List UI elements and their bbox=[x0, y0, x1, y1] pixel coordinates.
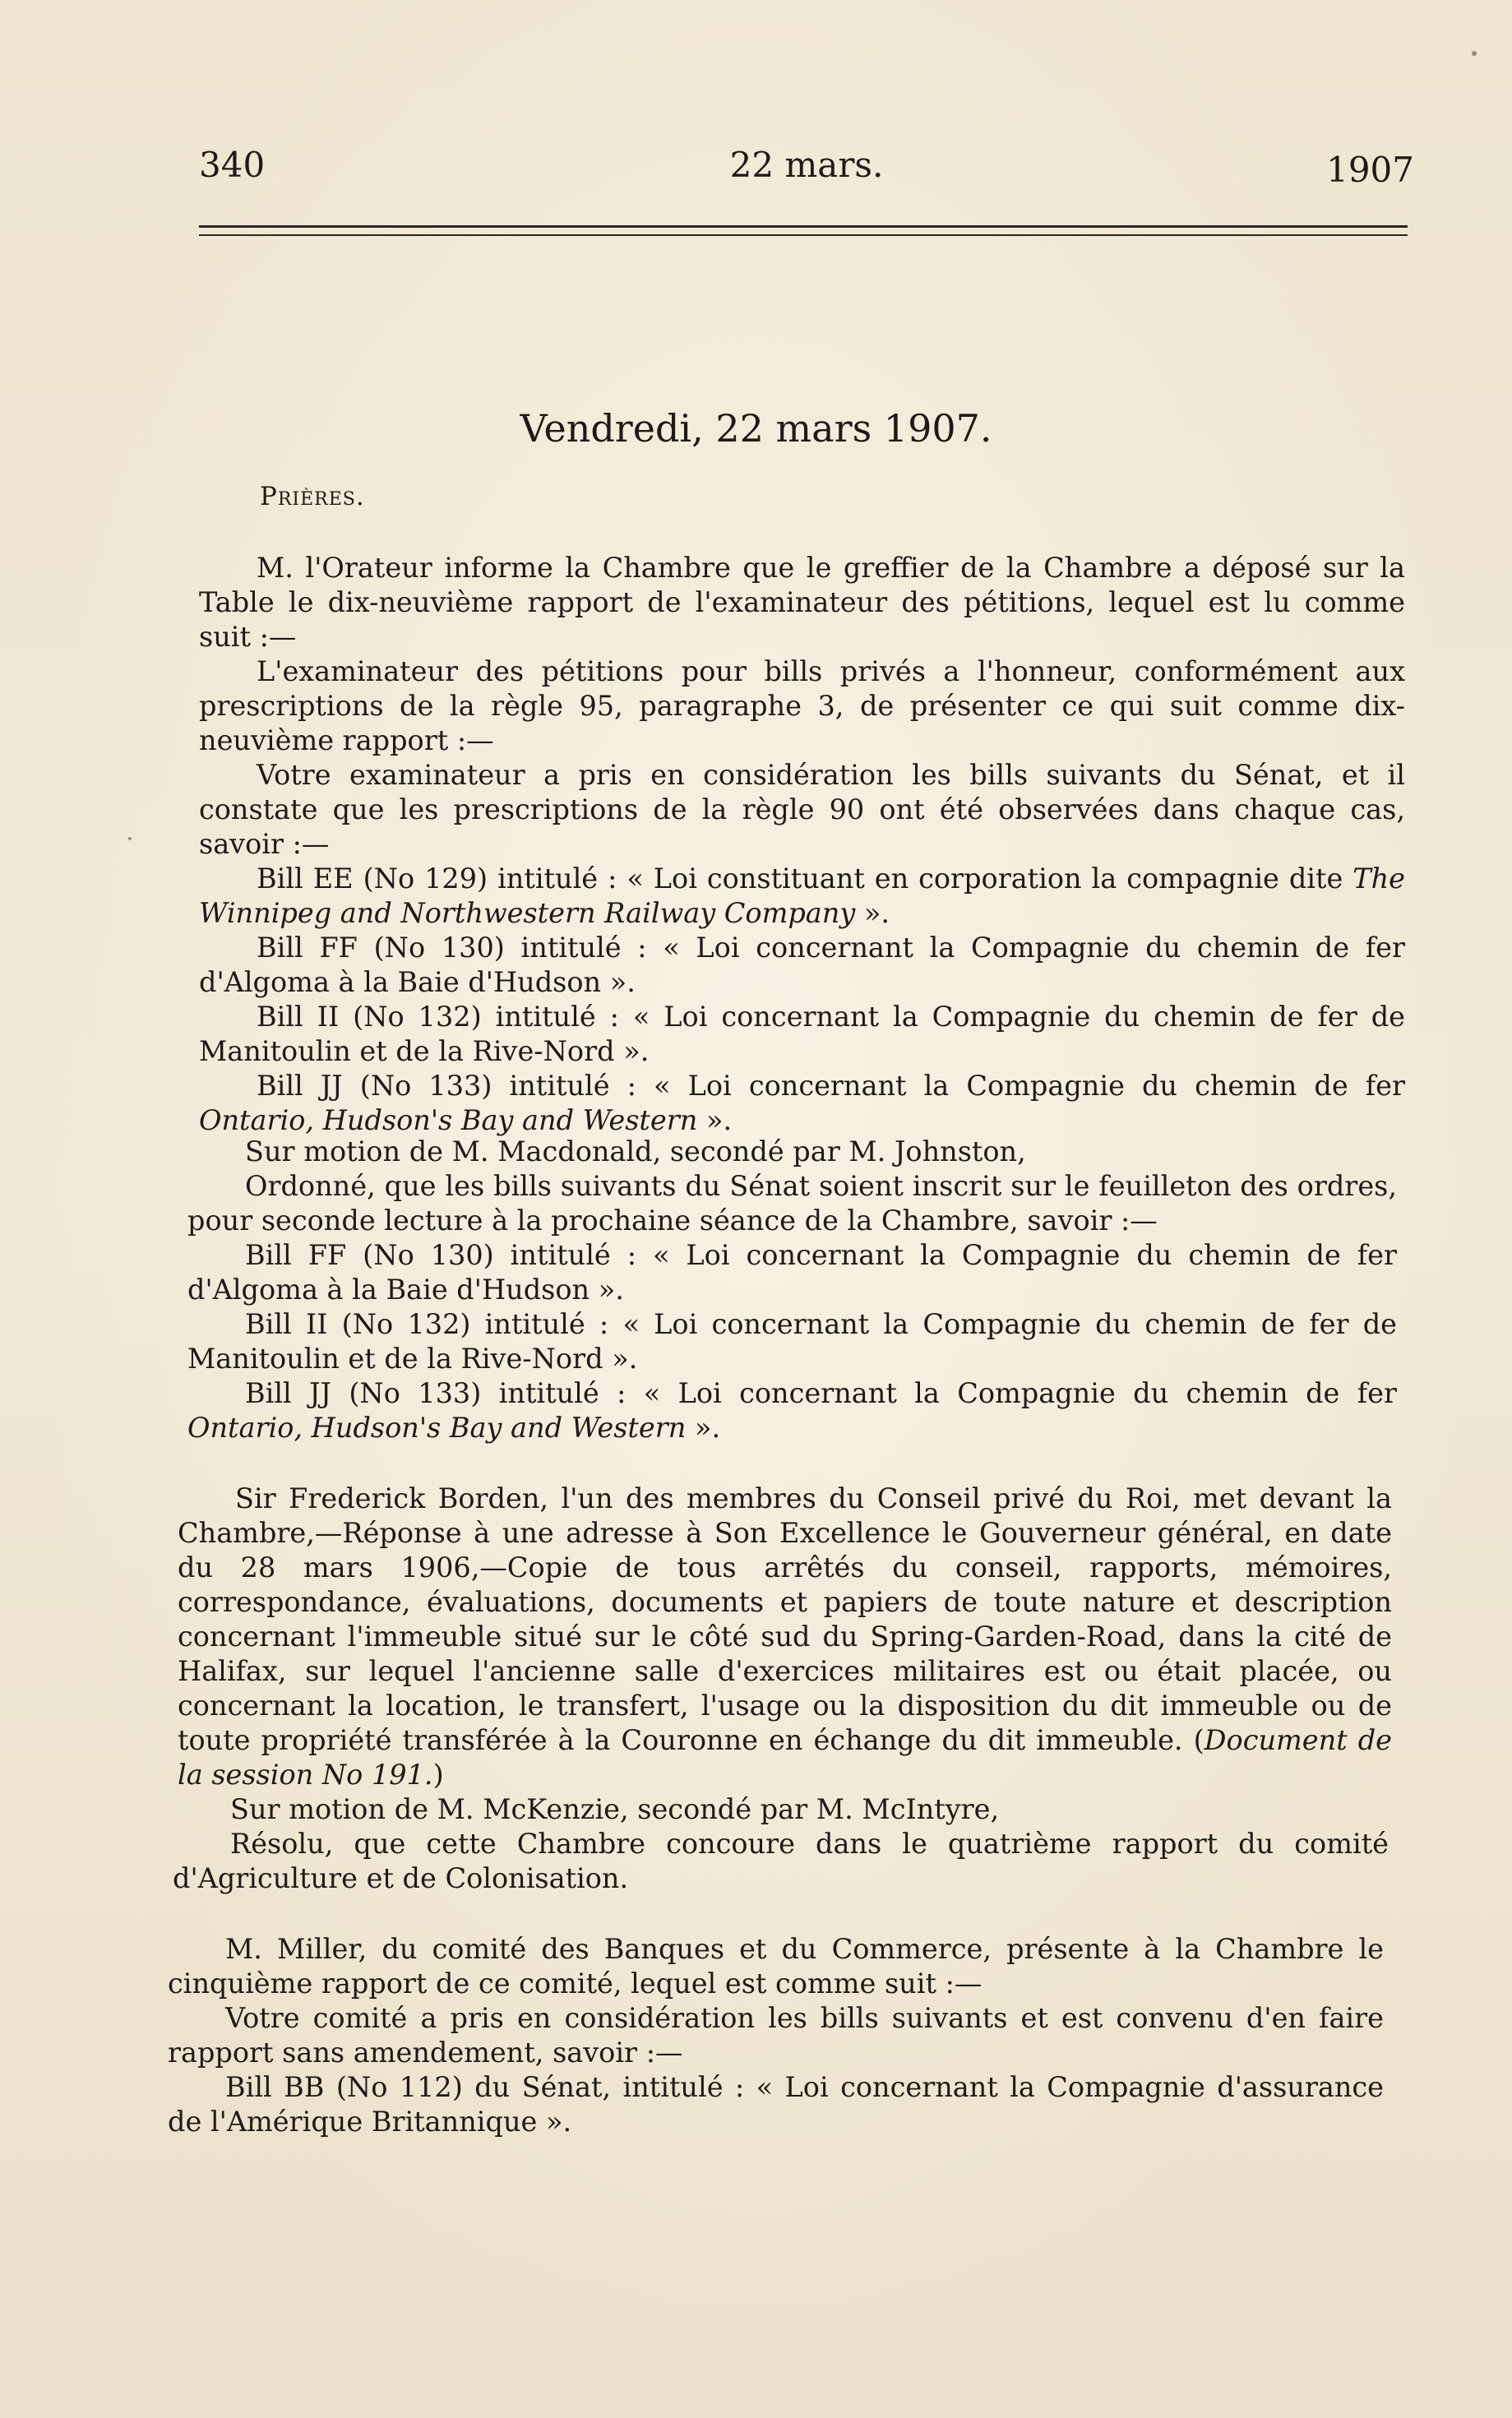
bill-ee-item bbox=[0, 862, 1512, 931]
bill-text: Bill EE (No 129) intitulé : « Loi constituant en corporation la compagnie dite bbox=[257, 862, 1353, 895]
clerk-report-section bbox=[0, 551, 1512, 1138]
ink-spot bbox=[1472, 51, 1477, 56]
bill-ff-item: Bill FF (No 130) intitulé : « Loi concernant la Compagnie du chemin de fer d'Algoma à la Baie d'Hudson ». bbox=[199, 932, 1405, 998]
paragraph bbox=[0, 1482, 1512, 1792]
header-year: 1907 bbox=[1326, 150, 1414, 190]
paragraph: L'examinateur des pétitions pour bills privés a l'honneur, conformément aux prescriptions de la règle 95, paragraphe 3, de présenter ce qui suit comme dix-neuvième rapport :— bbox=[199, 655, 1405, 756]
day-heading: Vendredi, 22 mars 1907. bbox=[520, 406, 992, 451]
page-number: 340 bbox=[199, 145, 266, 185]
bill-ii-item: Bill II (No 132) intitulé : « Loi concernant la Compagnie du chemin de fer de Manitoulin et de la Rive-Nord ». bbox=[199, 1001, 1405, 1067]
bill-text: Bill JJ (No 133) intitulé : « Loi concernant la Compagnie du chemin de fer bbox=[245, 1377, 1397, 1409]
bill-end: ». bbox=[855, 897, 890, 929]
document-reference: Document de la session No 191. bbox=[178, 1724, 1392, 1791]
paragraph: Votre examinateur a pris en considération les bills suivants du Sénat, et il constate que les prescriptions de la règle 90 ont été observées dans chaque cas, savoir :— bbox=[199, 759, 1405, 860]
paragraph: Résolu, que cette Chambre concoure dans le quatrième rapport du comité d'Agriculture et de Colonisation. bbox=[173, 1828, 1389, 1894]
ink-spot bbox=[128, 837, 132, 840]
paragraph: Sur motion de M. McKenzie, secondé par M. McIntyre, bbox=[230, 1793, 1000, 1825]
company-name: The Winnipeg and Northwestern Railway Company bbox=[199, 862, 1405, 929]
header-date: 22 mars. bbox=[729, 145, 884, 185]
company-name: Ontario, Hudson's Bay and Western bbox=[199, 1104, 698, 1136]
bill-text: Bill JJ (No 133) intitulé : « Loi concernant la Compagnie du chemin de fer bbox=[257, 1070, 1405, 1102]
paragraph-text: Sir Frederick Borden, l'un des membres du Conseil privé du Roi, met devant la Chambre,—Réponse à une adresse à Son Excellence le Gouverneur général, en date du 28 mars 1906,—Copie de tous arrêtés du conseil, rapports, mémoires, correspondance, évaluations, documents et papiers de toute nature et description concernant l'immeuble situé sur le côté sud du Spring-Garden-Road, dans la cité de Halifax, sur lequel l'ancienne salle d'exercices militaires est ou était placée, ou concernant la location, le transfert, l'usage ou la disposition du dit immeuble ou de toute propriété transférée à la Couronne en échange du dit immeuble. ( bbox=[178, 1482, 1392, 1756]
borden-section bbox=[0, 1482, 1512, 1792]
paragraph: Votre comité a pris en considération les bills suivants et est convenu d'en faire rapport sans amendement, savoir :— bbox=[168, 2002, 1384, 2069]
motion-section bbox=[0, 1135, 1512, 1445]
header-rule-top bbox=[199, 225, 1408, 228]
paragraph: Sur motion de M. Macdonald, secondé par M. Johnston, bbox=[245, 1135, 1026, 1167]
paragraph-end: ) bbox=[432, 1759, 444, 1791]
company-name: Ontario, Hudson's Bay and Western bbox=[187, 1412, 687, 1444]
paragraph: M. l'Orateur informe la Chambre que le greffier de la Chambre a déposé sur la Table le dix-neuvième rapport de l'examinateur des pétitions, lequel est lu comme suit :— bbox=[199, 552, 1405, 653]
bill-ii-item: Bill II (No 132) intitulé : « Loi concernant la Compagnie du chemin de fer de Manitoulin et de la Rive-Nord ». bbox=[187, 1308, 1397, 1375]
bill-end: ». bbox=[686, 1412, 721, 1444]
paragraph: Ordonné, que les bills suivants du Sénat soient inscrit sur le feuilleton des ordres, pour seconde lecture à la prochaine séance de la Chambre, savoir :— bbox=[187, 1170, 1397, 1237]
mckenzie-section bbox=[0, 1792, 1512, 1896]
miller-section bbox=[0, 1932, 1512, 2139]
bill-jj-item bbox=[0, 1376, 1512, 1445]
paragraph: Bill BB (No 112) du Sénat, intitulé : « Loi concernant la Compagnie d'assurance de l'Amérique Britannique ». bbox=[168, 2071, 1384, 2138]
running-head bbox=[199, 145, 1414, 194]
header-rule-bottom bbox=[199, 234, 1408, 236]
paragraph: M. Miller, du comité des Banques et du Commerce, présente à la Chambre le cinquième rapport de ce comité, lequel est comme suit :— bbox=[168, 1933, 1384, 2000]
bill-jj-item bbox=[0, 1069, 1512, 1138]
prayers-heading: Prières. bbox=[260, 482, 365, 511]
bill-end: ». bbox=[697, 1104, 733, 1136]
bill-ff-item: Bill FF (No 130) intitulé : « Loi concernant la Compagnie du chemin de fer d'Algoma à la Baie d'Hudson ». bbox=[187, 1239, 1397, 1306]
